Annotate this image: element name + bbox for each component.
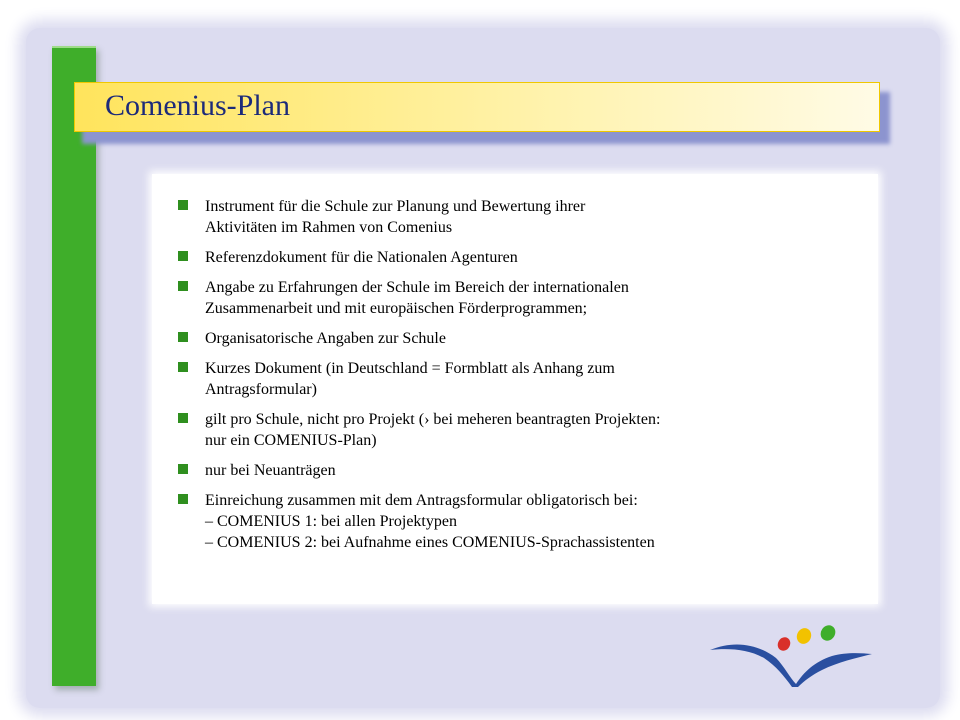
socrates-logo-icon xyxy=(706,618,876,688)
bullet-square-icon xyxy=(178,251,188,261)
logo-dot-yellow xyxy=(794,626,813,646)
bullet-square-icon xyxy=(178,413,188,423)
bullet-item xyxy=(176,490,866,553)
logo-dot-red xyxy=(775,635,792,653)
bullet-square-icon xyxy=(178,494,188,504)
bullet-text-line: Aktivitäten im Rahmen von Comenius xyxy=(205,219,453,236)
bullet-text-line: Zusammenarbeit und mit europäischen Förderprogrammen; xyxy=(205,300,588,317)
bullet-square-icon xyxy=(178,464,188,474)
logo-dot-green xyxy=(818,622,839,643)
bullet-square-icon xyxy=(178,362,188,372)
bullet-text-line: nur ein COMENIUS-Plan) xyxy=(205,432,377,449)
bullet-item xyxy=(176,460,866,481)
bullet-text-line: nur bei Neuanträgen xyxy=(205,462,336,479)
bullet-item xyxy=(176,247,866,268)
bullet-text-line: – COMENIUS 2: bei Aufnahme eines COMENIUS-Sprachassistenten xyxy=(205,534,655,551)
bullet-text-line: Angabe zu Erfahrungen der Schule im Bereich der internationalen xyxy=(205,279,629,296)
bullet-text-line: Instrument für die Schule zur Planung und Bewertung ihrer xyxy=(205,198,586,215)
bullet-text-line: Organisatorische Angaben zur Schule xyxy=(205,330,446,347)
slide-title: Comenius-Plan xyxy=(105,89,290,122)
bullet-item xyxy=(176,328,866,349)
bullet-list xyxy=(176,196,866,562)
bullet-text-line: Referenzdokument für die Nationalen Agenturen xyxy=(205,249,518,266)
bullet-text-line: gilt pro Schule, nicht pro Projekt (› bei meheren beantragten Projekten: xyxy=(205,411,661,428)
bullet-text-line: Kurzes Dokument (in Deutschland = Formblatt als Anhang zum xyxy=(205,360,615,377)
bullet-text-line: Antragsformular) xyxy=(205,381,317,398)
bullet-square-icon xyxy=(178,332,188,342)
bullet-item xyxy=(176,358,866,400)
bullet-item xyxy=(176,277,866,319)
logo-swoosh xyxy=(710,644,872,687)
bullet-item xyxy=(176,196,866,238)
title-bar xyxy=(74,82,880,132)
bullet-item xyxy=(176,409,866,451)
bullet-text-line: Einreichung zusammen mit dem Antragsformular obligatorisch bei: xyxy=(205,492,638,509)
bullet-square-icon xyxy=(178,200,188,210)
bullet-text-line: – COMENIUS 1: bei allen Projektypen xyxy=(205,513,457,530)
bullet-square-icon xyxy=(178,281,188,291)
